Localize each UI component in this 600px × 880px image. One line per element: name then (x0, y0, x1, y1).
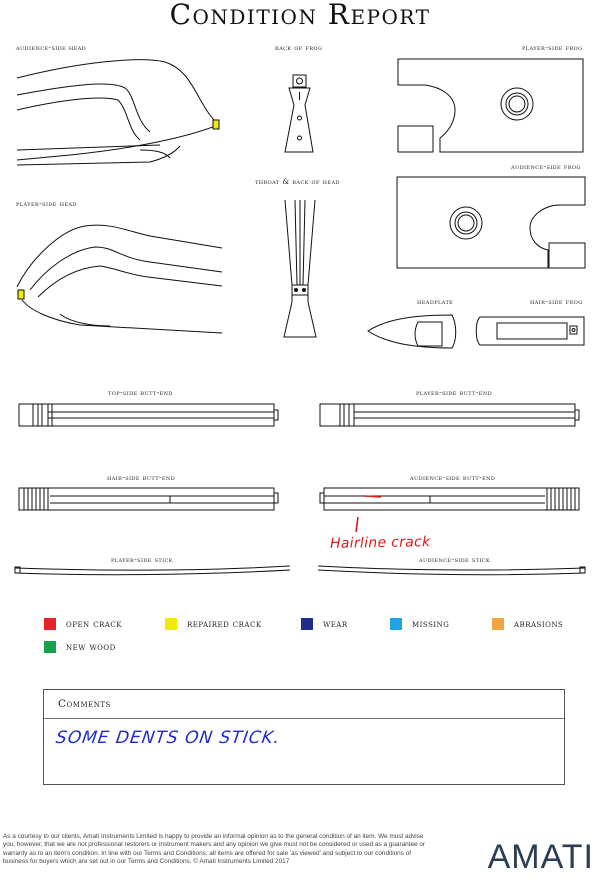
audience-side-stick-drawing (318, 566, 585, 575)
label-audience-side-frog: audience-side frog (511, 162, 581, 171)
label-audience-side-butt-end: audience-side butt-end (410, 473, 496, 482)
legend-label: abrasions (514, 618, 564, 630)
label-throat-back-of-head: throat & back of head (255, 177, 340, 186)
label-back-of-frog: back of frog (275, 43, 323, 52)
crack-marks (356, 496, 381, 532)
hair-side-butt-end-drawing (19, 488, 278, 510)
label-hair-side-butt-end: hair-side butt-end (107, 473, 176, 482)
player-side-frog-drawing (398, 59, 583, 152)
legend-item-missing (390, 618, 449, 630)
player-side-stick-drawing (15, 566, 290, 575)
brand-logo: AMATI (487, 838, 594, 876)
disclaimer-text: As a courtesy to our clients, Amati Instruments Limited is happy to provide an informal opinion as to the general condition of an item. We must advise you, however, that we are not professional restorers or instrument makers and any opinion we give must not be considered or used as a guarantee or warranty as to an item's condition. In line with our Terms and Conditions, all items are offered for sale 'as viewed' and subject to our conditions of business for buyers which are set out in our Terms and Conditions. © Amati Instruments Limited 2017 (3, 833, 426, 866)
headplate-drawing (368, 315, 456, 348)
wear-swatch (301, 618, 313, 630)
label-player-side-frog: player-side frog (522, 43, 583, 52)
comments-text: SOME DENTS ON STICK. (54, 728, 282, 748)
audience-side-butt-end-drawing (320, 488, 579, 510)
open-crack-swatch (44, 618, 56, 630)
comments-box (43, 689, 565, 785)
throat-back-of-head-drawing (284, 200, 316, 337)
player-side-head-drawing (17, 225, 222, 333)
legend-label: wear (323, 618, 348, 630)
legend-label: missing (412, 618, 450, 630)
legend-item-repaired-crack (165, 618, 262, 630)
label-audience-side-stick: audience-side stick (419, 555, 491, 564)
legend-label: new wood (66, 641, 116, 653)
back-of-frog-drawing (285, 75, 313, 152)
label-player-side-stick: player-side stick (111, 555, 173, 564)
player-side-butt-end-drawing (320, 404, 579, 426)
legend-label: repaired crack (187, 618, 262, 630)
label-player-side-head: player-side head (16, 199, 77, 208)
abrasions-swatch (492, 618, 504, 630)
hairline-crack-annotation: Hairline crack (329, 534, 431, 552)
label-headplate: headplate (417, 297, 454, 306)
label-hair-side-frog: hair-side frog (530, 297, 583, 306)
page-title: Condition Report (169, 0, 431, 31)
comments-heading: Comments (44, 690, 564, 719)
legend-item-wear (301, 618, 348, 630)
top-side-butt-end-drawing (19, 404, 278, 426)
legend-item-open-crack (44, 618, 122, 630)
new-wood-swatch (44, 641, 56, 653)
hair-side-frog-drawing (476, 317, 584, 345)
label-player-side-butt-end: player-side butt-end (416, 388, 493, 397)
label-top-side-butt-end: top-side butt-end (108, 388, 173, 397)
missing-swatch (390, 618, 402, 630)
audience-side-frog-drawing (397, 177, 585, 268)
legend-label: open crack (66, 618, 122, 630)
legend-item-abrasions (492, 618, 563, 630)
repaired-crack-swatch (165, 618, 177, 630)
legend-item-new-wood (44, 641, 116, 653)
audience-side-head-drawing (17, 60, 219, 165)
label-audience-side-head: audience-side head (16, 43, 87, 52)
